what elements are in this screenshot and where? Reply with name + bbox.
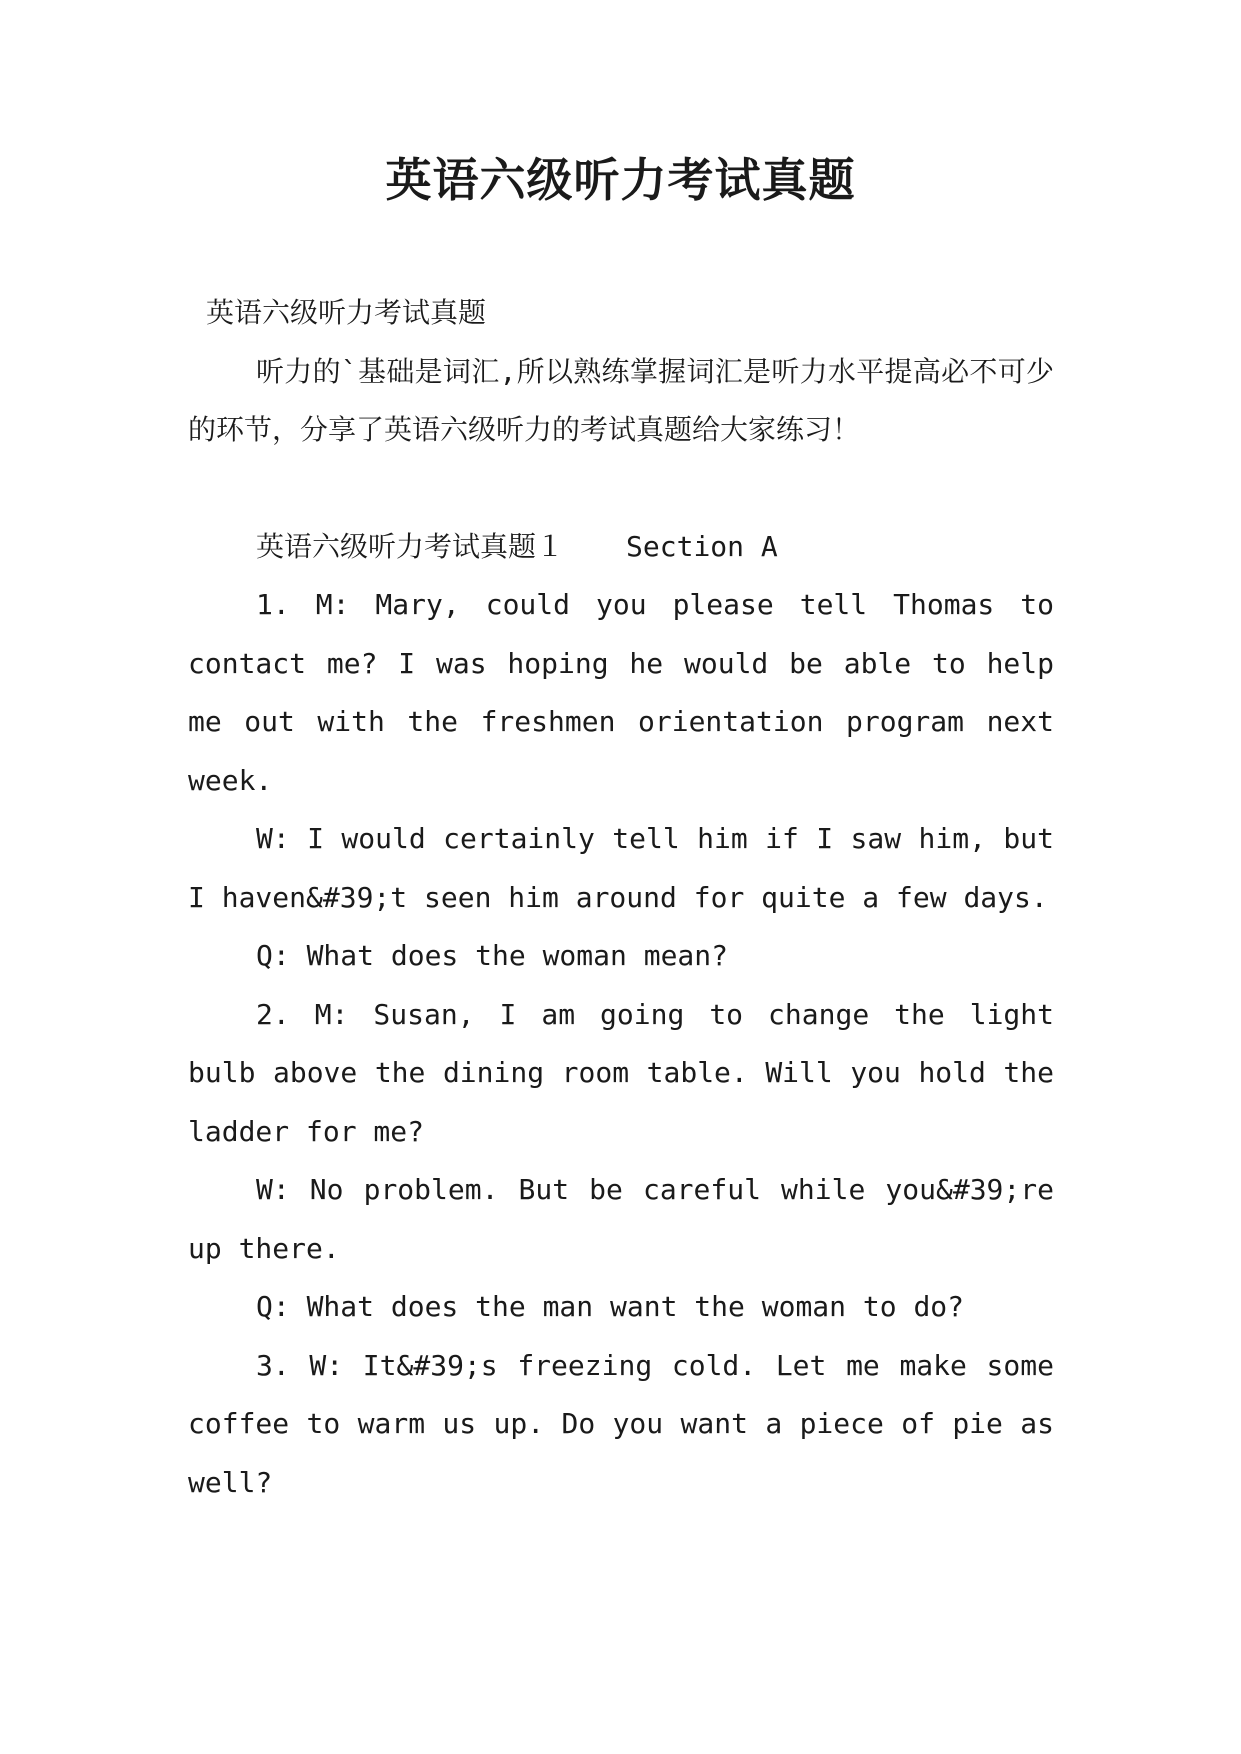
question-3-woman: 3. W: It&#39;s freezing cold. Let me make some coffee to warm us up. Do you want a piece of pie as well? bbox=[188, 1348, 1054, 1499]
section-heading: 英语六级听力考试真题１ bbox=[256, 529, 565, 563]
document-subtitle: 英语六级听力考试真题 bbox=[206, 296, 487, 329]
question-1-woman: W: I would certainly tell him if I saw him, but I haven&#39;t seen him around for quite a few days. bbox=[188, 822, 1054, 914]
question-2-question: Q: What does the man want the woman to do? bbox=[256, 1290, 965, 1323]
page-title: 英语六级听力考试真题 bbox=[385, 153, 856, 207]
question-1-question: Q: What does the woman mean? bbox=[256, 939, 729, 972]
intro-paragraph: 听力的`基础是词汇,所以熟练掌握词汇是听力水平提高必不可少的环节，分享了英语六级听力的考试真题给大家练习！ bbox=[188, 354, 1054, 446]
question-2-woman: W: No problem. But be careful while you&#39;re up there. bbox=[188, 1173, 1054, 1265]
section-label: Section A bbox=[626, 529, 778, 563]
question-2-man: 2. M: Susan, I am going to change the light bulb above the dining room table. Will you hold the ladder for me? bbox=[188, 997, 1054, 1148]
document-body bbox=[188, 284, 1054, 1512]
section-heading-line bbox=[188, 518, 1054, 577]
question-1-man: 1. M: Mary, could you please tell Thomas to contact me? I was hoping he would be able to help me out with the freshmen orientation program next week. bbox=[188, 588, 1054, 797]
